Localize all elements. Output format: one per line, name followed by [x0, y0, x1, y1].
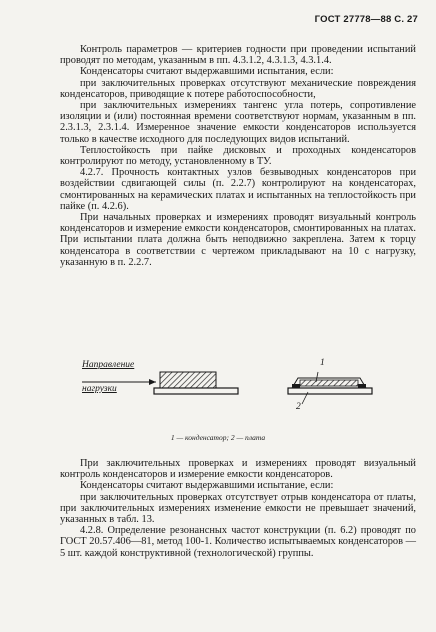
callout-label-2: 2 — [296, 402, 301, 412]
paragraph: Конденсаторы считают выдержавшими испытания, если: — [80, 66, 334, 78]
solder-left — [292, 384, 300, 388]
capacitor-body-right — [300, 380, 358, 386]
page-header: ГОСТ 27778—88 С. 27 — [314, 14, 418, 25]
capacitor-shape — [160, 372, 216, 388]
text-block-bottom — [60, 458, 416, 559]
solder-right — [358, 384, 366, 388]
arrow-label-line2: нагрузки — [82, 384, 117, 394]
load-direction-figure — [60, 348, 416, 428]
paragraph: При заключительных проверках и измерениях проводят визуальный контроль конденсаторов и измерение емкости конденсаторов. — [60, 458, 416, 481]
arrow-label-line1: Направление — [82, 360, 135, 370]
load-arrow-head — [149, 379, 156, 385]
callout-label-1: 1 — [320, 358, 325, 368]
paragraph: Контроль параметров — критериев годности при проведении испытаний проводят по методам, указанным в пп. 4.3.1.2, 4.3.1.3, 4.3.1.4. — [60, 44, 416, 67]
text-block-top — [60, 44, 416, 268]
paragraph: при заключительных проверках отсутствует отрыв конденсатора от платы, при заключительных измерениях изменение емкости не превышает значений, указанных в табл. 13. — [60, 491, 416, 526]
paragraph: при заключительных измерениях тангенс угла потерь, сопротивление изоляции и (или) постоянная времени соответствуют нормам, указанным в пп. 2.3.1.3, 2.3.1.4. Измеренное значение емкости конденсаторов используется только в качестве исходного для последующих видов испытаний. — [60, 100, 416, 145]
paragraph-section-4-2-8: 4.2.8. Определение резонансных частот конструкции (п. 6.2) проводят по ГОСТ 20.57.406—81, метод 100-1. Количество испытываемых конденсаторов — 5 шт. каждой конструктивной (технологической) группы. — [60, 525, 416, 559]
paragraph: Теплостойкость при пайке дисковых и проходных конденсаторов контролируют по методу, установленному в ТУ. — [60, 144, 416, 168]
figure-caption: 1 — конденсатор; 2 — плата — [170, 433, 266, 442]
paragraph-section-4-2-7: 4.2.7. Прочность контактных узлов безвыводных конденсаторов при воздействии сдвигающей силы (п. 2.2.7) контролируют на конденсаторах, смонтированных на керамических платах и испытанных на теплостойкость при пайке (п. 4.2.6). — [60, 167, 416, 212]
paragraph: При начальных проверках и измерениях проводят визуальный контроль конденсаторов и измерение емкости конденсаторов, смонтированных на платах. При испытании плата должна быть неподвижно закреплена. Затем к торцу конденсатора в соответствии с чертежом прикладывают на 10 с нагрузку, указанную в п. 2.2.7. — [60, 212, 416, 268]
board-shape-right — [288, 388, 372, 394]
board-shape — [154, 388, 238, 394]
paragraph: при заключительных проверках отсутствуют механические повреждения конденсаторов, приводящие к потере работоспособности, — [60, 77, 416, 100]
paragraph: Конденсаторы считают выдержавшими испытание, если: — [80, 480, 334, 492]
